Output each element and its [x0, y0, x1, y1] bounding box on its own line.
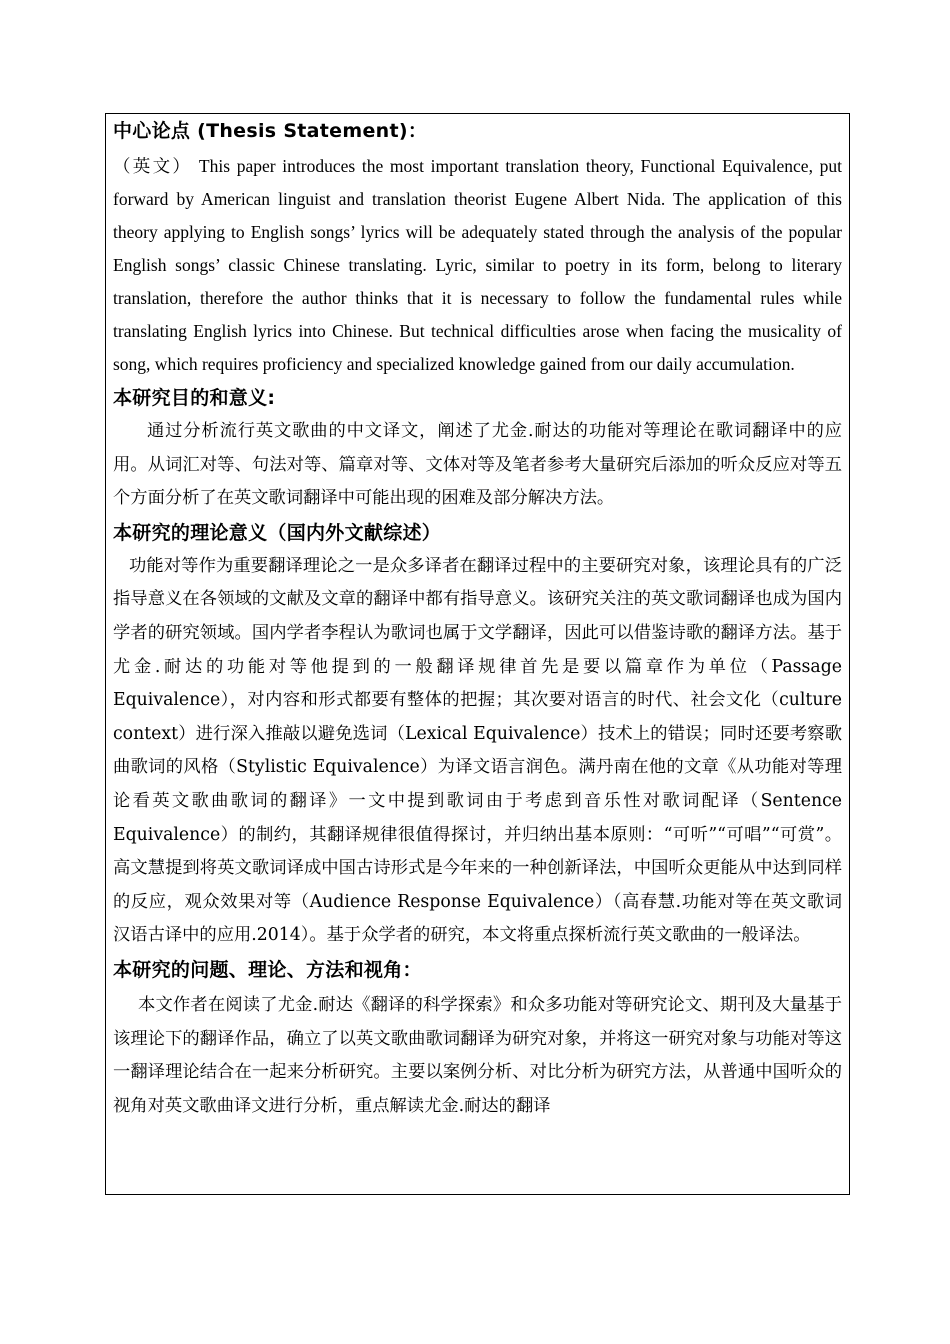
form-table-cell: [105, 113, 850, 1195]
research-methods-heading: 本研究的问题、理论、方法和视角：: [113, 958, 422, 981]
document-content: [113, 118, 842, 1123]
thesis-statement-paragraph: （英文） This paper introduces the most important translation theory, Functional Equivalence, put forward by American linguist and translation theorist Eugene Albert Nida. The application of this theory applying to English songs’ lyrics will be adequately stated through the analysis of the popular English songs’ classic Chinese translating. Lyric, similar to poetry in its form, belong to literary translation, therefore the author thinks that it is necessary to follow the fundamental rules while translating English lyrics into Chinese. But technical difficulties arose when facing the musicality of song, which requires proficiency and specialized knowledge gained from our daily accumulation.: [113, 156, 842, 374]
literature-review-paragraph: 功能对等作为重要翻译理论之一是众多译者在翻译过程中的主要研究对象，该理论具有的广泛指导意义在各领域的文献及文章的翻译中都有指导意义。该研究关注的英文歌词翻译也成为国内学者的研究领域。国内学者李程认为歌词也属于文学翻译，因此可以借鉴诗歌的翻译方法。基于尤金.耐达的功能对等他提到的一般翻译规律首先是要以篇章作为单位（Passage Equivalence），对内容和形式都要有整体的把握；其次要对语言的时代、社会文化（culture context）进行深入推敲以避免选词（Lexical Equivalence）技术上的错误；同时还要考察歌曲歌词的风格（Stylistic Equivalence）为译文语言润色。满丹南在他的文章《从功能对等理论看英文歌曲歌词的翻译》一文中提到歌词由于考虑到音乐性对歌词配译（Sentence Equivalence）的制约，其翻译规律很值得探讨，并归纳出基本原则：“可听”“可唱”“可赏”。高文慧提到将英文歌词译成中国古诗形式是今年来的一种创新译法，中国听众更能从中达到同样的反应，观众效果对等（Audience Response Equivalence）（高春慧.功能对等在英文歌词汉语古译中的应用.2014）。基于众学者的研究，本文将重点探析流行英文歌曲的一般译法。: [113, 555, 842, 946]
purpose-significance-paragraph: 通过分析流行英文歌曲的中文译文，阐述了尤金.耐达的功能对等理论在歌词翻译中的应用。从词汇对等、句法对等、篇章对等、文体对等及笔者参考大量研究后添加的听众反应对等五个方面分析了在英文歌词翻译中可能出现的困难及部分解决方法。: [113, 421, 842, 509]
purpose-significance-heading: 本研究目的和意义:: [113, 387, 276, 409]
thesis-statement-heading: 中心论点 (Thesis Statement)：: [113, 120, 428, 142]
research-methods-paragraph: 本文作者在阅读了尤金.耐达《翻译的科学探索》和众多功能对等研究论文、期刊及大量基于该理论下的翻译作品，确立了以英文歌曲歌词翻译为研究对象，并将这一研究对象与功能对等这一翻译理论结合在一起来分析研究。主要以案例分析、对比分析为研究方法，从普通中国听众的视角对英文歌曲译文进行分析，重点解读尤金.耐达的翻译: [113, 994, 842, 1116]
literature-review-heading: 本研究的理论意义（国内外文献综述）: [113, 521, 442, 544]
